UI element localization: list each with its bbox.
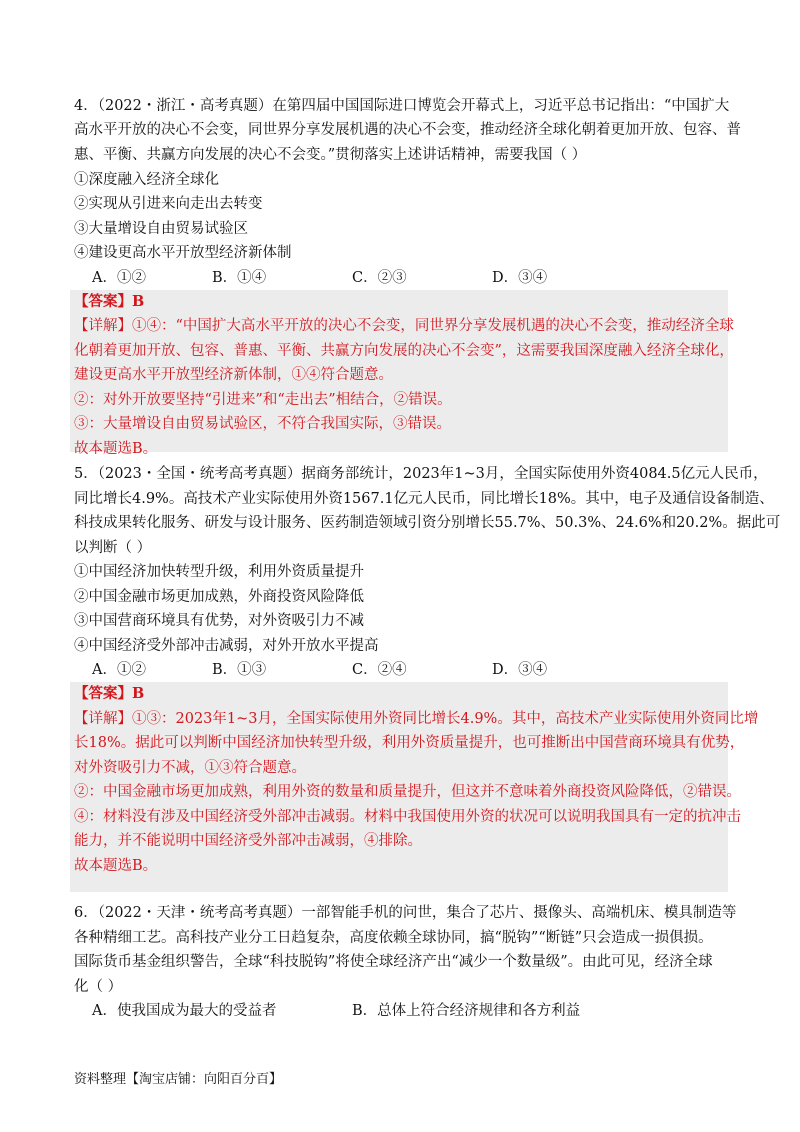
q6-stem-line-2: 各种精细工艺。高科技产业分工日趋复杂，高度依赖全球协同，搞“脱钩”“断链”只会造成一损俱损。 (74, 930, 713, 946)
q4-item-1: ①深度融入经济全球化 (74, 172, 219, 188)
q6-stem-line-4: 化（ ） (74, 979, 123, 995)
q5-item-4: ④中国经济受外部冲击减弱，对外开放水平提高 (74, 638, 379, 654)
q5-explain-line-7: 故本题选B。 (74, 858, 158, 874)
q4-explain-line-3: 建设更高水平开放型经济新体制，①④符合题意。 (74, 367, 393, 383)
q5-item-1: ①中国经济加快转型升级，利用外资质量提升 (74, 564, 364, 580)
q4-explain-line-6: 故本题选B。 (74, 441, 158, 457)
q5-stem-line-1: 5．（2023・全国・统考高考真题）据商务部统计，2023年1~3月，全国实际使用外资4084.5亿元人民币， (74, 466, 768, 482)
q4-stem-line-3: 惠、平衡、共赢方向发展的决心不会变。”贯彻落实上述讲话精神，需要我国（ ） (74, 147, 587, 163)
q4-explain-line-4: ②：对外开放要坚持“引进来”和“走出去”相结合，②错误。 (74, 392, 452, 408)
q4-stem-line-1: 4．（2022・浙江・高考真题）在第四届中国国际进口博览会开幕式上，习近平总书记指出：“中国扩大 (74, 98, 730, 114)
q5-stem-line-2: 同比增长4.9%。高技术产业实际使用外资1567.1亿元人民币，同比增长18%。其中，电子及通信设备制造、 (74, 491, 774, 507)
page-footer: 资料整理【淘宝店铺：向阳百分百】 (74, 1072, 283, 1087)
q5-answer: 【答案】B (74, 685, 145, 702)
q6-stem-line-1: 6．（2022・天津・统考高考真题）一部智能手机的问世，集合了芯片、摄像头、高端机床、模具制造等 (74, 905, 737, 921)
q5-option-c: C．②④ (352, 662, 407, 678)
q4-explain-line-5: ③：大量增设自由贸易试验区，不符合我国实际，③错误。 (74, 416, 451, 432)
q5-explain-line-6: 能力，并不能说明中国经济受外部冲击减弱，④排除。 (74, 833, 422, 849)
q4-option-d: D．③④ (492, 270, 548, 286)
q5-item-3: ③中国营商环境具有优势，对外资吸引力不减 (74, 613, 364, 629)
q6-stem-line-3: 国际货币基金组织警告，全球“科技脱钩”将使全球经济产出“减少一个数量级”。由此可见，经济全球 (74, 954, 713, 970)
q5-explain-line-2: 长18%。据此可以判断中国经济加快转型升级，利用外资质量提升，也可推断出中国营商环境具有优势， (74, 735, 745, 751)
q4-item-2: ②实现从引进来向走出去转变 (74, 196, 263, 212)
q4-option-c: C．②③ (352, 270, 407, 286)
q5-explain-line-1: 【详解】①③：2023年1~3月，全国实际使用外资同比增长4.9%。其中，高技术产业实际使用外资同比增 (74, 711, 759, 727)
q6-option-a: A．使我国成为最大的受益者 (92, 1003, 277, 1019)
q5-explain-line-3: 对外资吸引力不减，①③符合题意。 (74, 760, 306, 776)
q5-explain-line-5: ④：材料没有涉及中国经济受外部冲击减弱。材料中我国使用外资的状况可以说明我国具有一定的抗冲击 (74, 809, 741, 825)
q5-stem-line-3: 科技成果转化服务、研发与设计服务、医药制造领域引资分别增长55.7%、50.3%、24.6%和20.2%。据此可 (74, 515, 781, 531)
q4-explain-line-2: 化朝着更加开放、包容、普惠、平衡、共赢方向发展的决心不会变”，这需要我国深度融入经济全球化， (74, 343, 734, 359)
q4-explain-line-1: 【详解】①④：“中国扩大高水平开放的决心不会变，同世界分享发展机遇的决心不会变，推动经济全球 (74, 318, 734, 334)
q4-option-b: B．①④ (212, 270, 267, 286)
q6-option-b: B．总体上符合经济规律和各方利益 (352, 1003, 581, 1019)
q5-stem-line-4: 以判断（ ） (74, 540, 152, 556)
q4-option-a: A．①② (92, 270, 146, 286)
q5-option-b: B．①③ (212, 662, 267, 678)
q5-explain-line-4: ②：中国金融市场更加成熟，利用外资的数量和质量提升，但这并不意味着外商投资风险降低，②错误。 (74, 784, 741, 800)
q5-option-a: A．①② (92, 662, 146, 678)
q4-stem-line-2: 高水平开放的决心不会变，同世界分享发展机遇的决心不会变，推动经济全球化朝着更加开放、包容、普 (74, 122, 741, 138)
q5-option-d: D．③④ (492, 662, 548, 678)
q4-item-3: ③大量增设自由贸易试验区 (74, 221, 248, 237)
q5-item-2: ②中国金融市场更加成熟，外商投资风险降低 (74, 589, 364, 605)
q4-item-4: ④建设更高水平开放型经济新体制 (74, 245, 292, 261)
q4-answer: 【答案】B (74, 293, 145, 310)
